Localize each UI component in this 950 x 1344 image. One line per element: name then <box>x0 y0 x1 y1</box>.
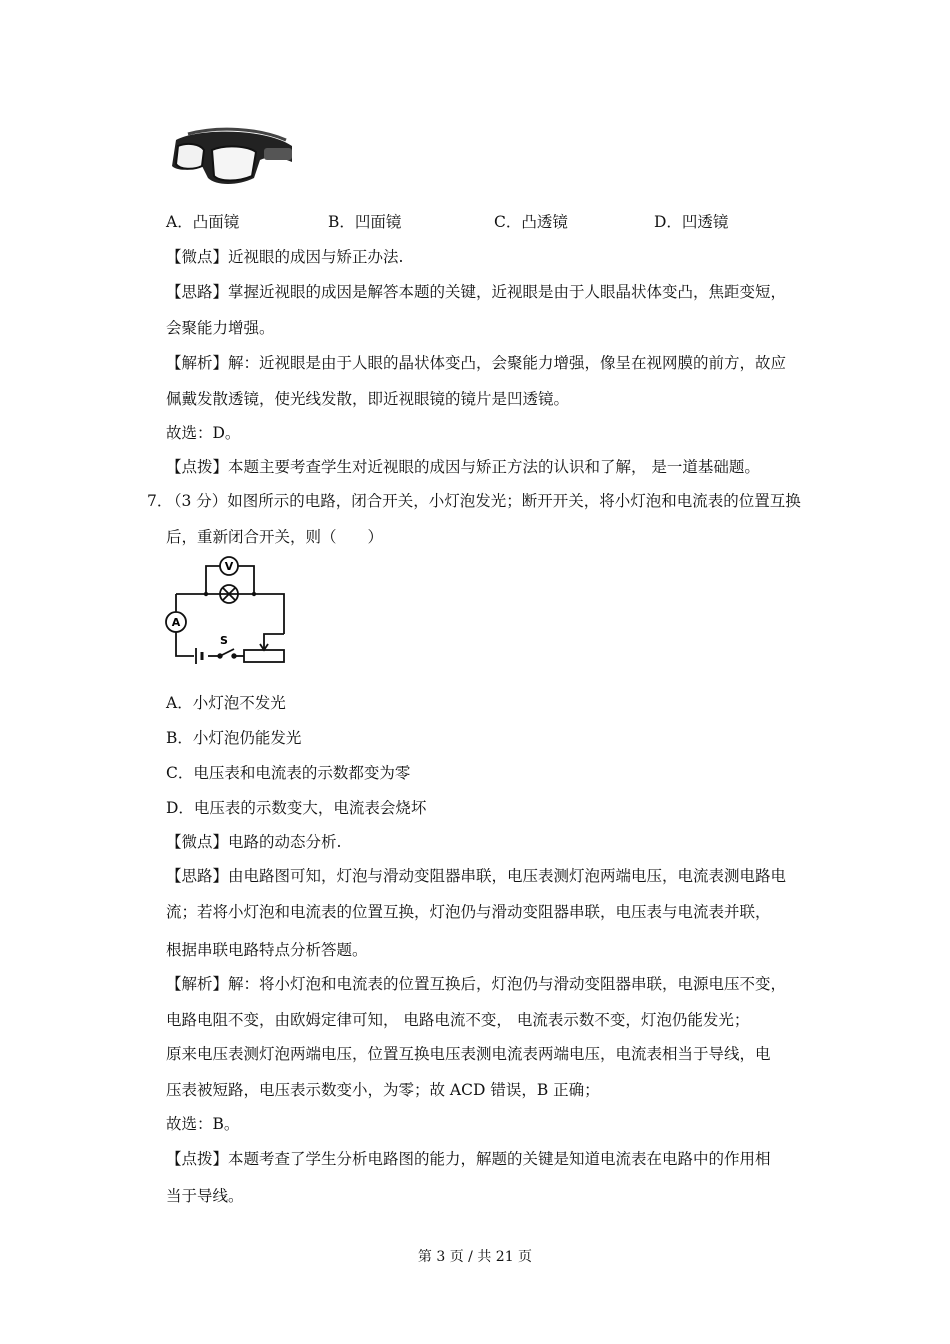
page-footer: 第 3 页 / 共 21 页 <box>417 1249 533 1265</box>
q6-silu-line2: 会聚能力增强。 <box>166 319 275 337</box>
q7-answer: 故选：B。 <box>166 1115 240 1133</box>
q6-answer: 故选：D。 <box>166 424 241 442</box>
q6-silu-line1: 【思路】掌握近视眼的成因是解答本题的关键，近视眼是由于人眼晶状体变凸，焦距变短， <box>166 283 787 301</box>
voltmeter-label: V <box>224 560 234 573</box>
q6-dianbo: 【点拨】本题主要考查学生对近视眼的成因与矫正方法的认识和了解， 是一道基础题。 <box>166 458 760 476</box>
q6-option-b: B．凹面镜 <box>328 213 402 231</box>
q7-dianbo-line2: 当于导线。 <box>166 1187 244 1205</box>
switch-label: S <box>220 634 228 647</box>
q7-weidian: 【微点】电路的动态分析. <box>166 833 342 851</box>
q7-silu-line3: 根据串联电路特点分析答题。 <box>166 941 368 959</box>
q6-weidian: 【微点】近视眼的成因与矫正办法. <box>166 248 404 266</box>
q7-number: 7． <box>147 492 173 510</box>
q6-option-c: C．凸透镜 <box>494 213 568 231</box>
q6-option-a: A．凸面镜 <box>166 213 240 231</box>
q7-jiexi-line4: 压表被短路，电压表示数变小，为零；故 ACD 错误，B 正确； <box>166 1081 600 1099</box>
q7-silu-line1: 【思路】由电路图可知，灯泡与滑动变阻器串联，电压表测灯泡两端电压，电流表测电路电 <box>166 867 787 885</box>
q6-jiexi-line2: 佩戴发散透镜，使光线发散，即近视眼镜的镜片是凹透镜。 <box>166 390 570 408</box>
q7-jiexi-line3: 原来电压表测灯泡两端电压，位置互换电压表测电流表两端电压，电流表相当于导线，电 <box>166 1045 771 1063</box>
q7-stem-line1: （3 分）如图所示的电路，闭合开关，小灯泡发光；断开开关，将小灯泡和电流表的位置互换 <box>166 492 801 510</box>
ammeter-label: A <box>171 616 181 629</box>
q7-dianbo-line1: 【点拨】本题考查了学生分析电路图的能力，解题的关键是知道电流表在电路中的作用相 <box>166 1150 771 1168</box>
q7-option-b: B．小灯泡仍能发光 <box>166 729 302 747</box>
q7-silu-line2: 流；若将小灯泡和电流表的位置互换，灯泡仍与滑动变阻器串联，电压表与电流表并联， <box>166 903 771 921</box>
q7-option-c: C．电压表和电流表的示数都变为零 <box>166 764 411 782</box>
q7-jiexi-line2: 电路电阻不变，由欧姆定律可知， 电路电流不变， 电流表示数不变，灯泡仍能发光； <box>166 1011 750 1029</box>
q7-jiexi-line1: 【解析】解：将小灯泡和电流表的位置互换后，灯泡仍与滑动变阻器串联，电源电压不变， <box>166 975 787 993</box>
circuit-diagram <box>164 556 290 668</box>
q7-stem-line2: 后，重新闭合开关，则（ ） <box>166 528 384 546</box>
q7-option-a: A．小灯泡不发光 <box>166 694 286 712</box>
goggles-image <box>168 126 296 190</box>
q7-option-d: D．电压表的示数变大，电流表会烧坏 <box>166 799 427 817</box>
q6-jiexi-line1: 【解析】解：近视眼是由于人眼的晶状体变凸，会聚能力增强，像呈在视网膜的前方，故应 <box>166 354 787 372</box>
q6-option-d: D．凹透镜 <box>654 213 729 231</box>
